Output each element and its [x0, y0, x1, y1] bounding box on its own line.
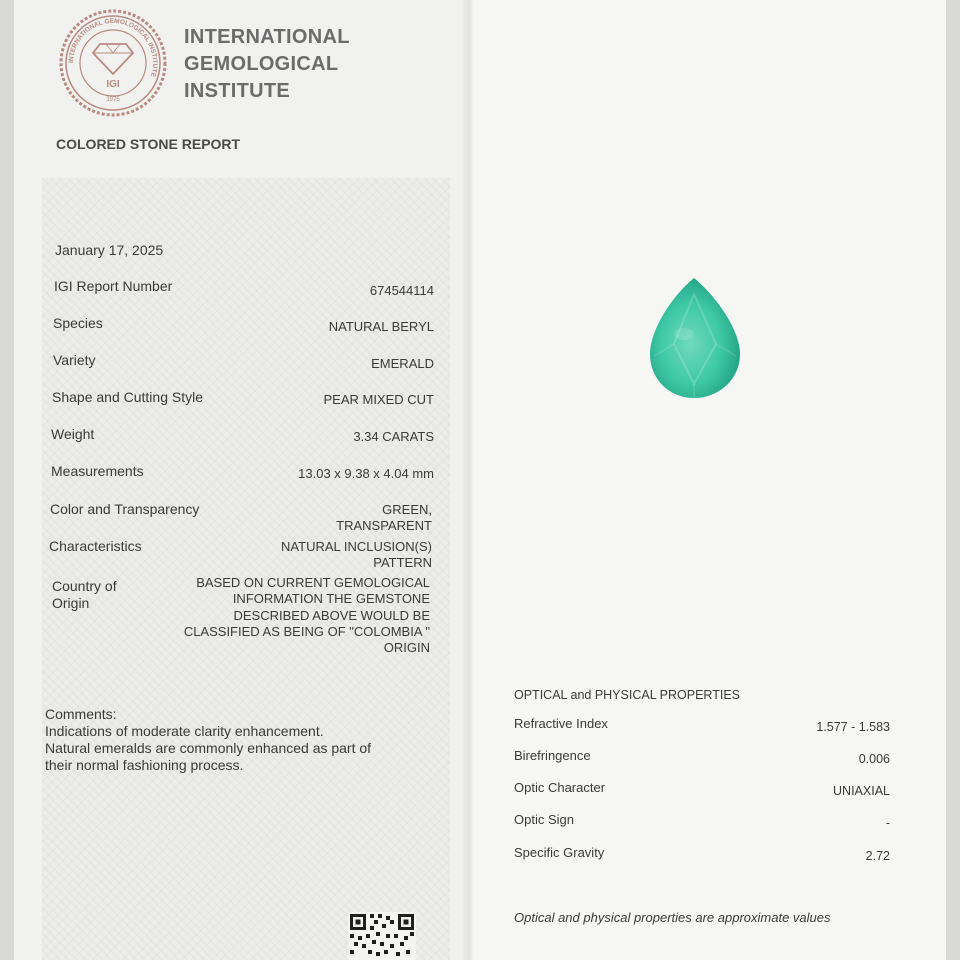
field-value-variety: EMERALD — [371, 356, 434, 371]
comments-block — [45, 706, 435, 774]
optical-label-optic-character: Optic Character — [514, 780, 606, 795]
svg-text:1975: 1975 — [106, 97, 120, 103]
igi-seal-icon — [58, 8, 168, 118]
field-label-weight: Weight — [51, 426, 95, 442]
field-label-shape: Shape and Cutting Style — [52, 389, 203, 405]
characteristics-line-2: PATTERN — [373, 555, 432, 570]
characteristics-line-1: NATURAL INCLUSION(S) — [281, 539, 432, 554]
org-line-3: INSTITUTE — [184, 80, 291, 102]
optical-value-specific-gravity: 2.72 — [865, 849, 890, 863]
org-line-1: INTERNATIONAL — [184, 26, 350, 48]
report-title: COLORED STONE REPORT — [56, 136, 241, 152]
color-line-2: TRANSPARENT — [336, 518, 432, 533]
origin-label-line-2: Origin — [52, 595, 90, 611]
optical-value-optic-sign: - — [885, 816, 890, 830]
comments-line-2: Natural emeralds are commonly enhanced as part of — [45, 740, 372, 756]
field-value-weight: 3.34 CARATS — [353, 429, 434, 444]
org-line-2: GEMOLOGICAL — [184, 53, 339, 75]
origin-line-1: BASED ON CURRENT GEMOLOGICAL — [196, 575, 430, 590]
field-value-report-number: 674544114 — [369, 283, 434, 298]
optical-label-specific-gravity: Specific Gravity — [514, 845, 605, 860]
optical-value-birefringence: 0.006 — [858, 752, 890, 766]
field-label-variety: Variety — [53, 352, 96, 368]
field-value-species: NATURAL BERYL — [328, 319, 434, 334]
field-label-characteristics: Characteristics — [49, 538, 142, 554]
field-value-shape: PEAR MIXED CUT — [323, 392, 434, 407]
optical-label-birefringence: Birefringence — [514, 748, 591, 763]
optical-value-refractive-index: 1.577 - 1.583 — [816, 720, 890, 734]
field-label-report-number: IGI Report Number — [54, 278, 173, 294]
field-label-color: Color and Transparency — [50, 501, 200, 517]
svg-text:IGI: IGI — [106, 79, 120, 90]
field-value-characteristics — [281, 539, 432, 571]
optical-label-optic-sign: Optic Sign — [514, 812, 574, 827]
origin-line-4: CLASSIFIED AS BEING OF "COLOMBIA " — [183, 623, 430, 639]
field-value-origin — [184, 575, 430, 656]
report-date: January 17, 2025 — [55, 242, 164, 258]
origin-line-2: INFORMATION THE GEMSTONE — [232, 591, 430, 607]
color-line-1: GREEN, — [382, 502, 432, 517]
qr-code-icon — [348, 912, 416, 960]
optical-value-optic-character: UNIAXIAL — [833, 784, 890, 798]
origin-line-5: ORIGIN — [383, 640, 430, 656]
origin-label-line-1: Country of — [52, 578, 117, 594]
svg-text:INTERNATIONAL GEMOLOGICAL INST: INTERNATIONAL GEMOLOGICAL INSTITUTE — [67, 17, 159, 78]
optical-title: OPTICAL and PHYSICAL PROPERTIES — [514, 688, 741, 702]
optical-label-refractive-index: Refractive Index — [514, 716, 608, 731]
field-label-origin — [52, 578, 117, 612]
field-value-measurements: 13.03 x 9.38 x 4.04 mm — [298, 466, 434, 481]
optical-footnote: Optical and physical properties are approximate values — [514, 910, 831, 925]
emerald-pear-image — [644, 274, 744, 402]
field-label-measurements: Measurements — [51, 463, 144, 479]
comments-line-3: their normal fashioning process. — [45, 757, 244, 773]
comments-line-1: Indications of moderate clarity enhancement. — [45, 723, 324, 739]
org-name — [184, 24, 350, 105]
field-label-species: Species — [53, 315, 103, 331]
origin-line-3: DESCRIBED ABOVE WOULD BE — [233, 607, 430, 623]
comments-label: Comments: — [45, 706, 117, 722]
page-fold — [463, 0, 475, 960]
field-value-color — [336, 502, 432, 534]
